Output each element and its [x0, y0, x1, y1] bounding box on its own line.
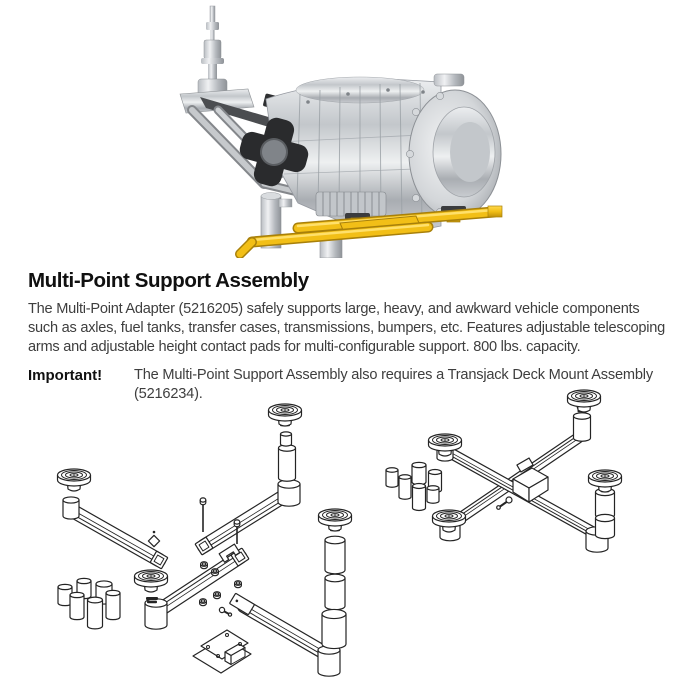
assembled-view-figure: [378, 386, 634, 574]
exploded-view-drawing: [18, 394, 370, 696]
contact-pad: [269, 404, 302, 426]
paragraph-line-3: arms and adjustable height contact pads for multi-configurable support. 800 lbs. capacity.: [28, 339, 581, 355]
assembled-support: [386, 390, 622, 552]
contact-pad: [135, 570, 168, 592]
exploded-assembly: [58, 404, 352, 676]
transmission-on-support-render: [148, 2, 548, 258]
shifter-assembly: [180, 6, 254, 113]
exploded-view-figure: [18, 394, 370, 696]
adapter-sleeves: [58, 578, 120, 629]
intro-paragraph: [28, 300, 696, 357]
note-line-1: The Multi-Point Support Assembly also requires a Transjack Deck Mount Assembly: [134, 367, 653, 383]
paragraph-line-2: such as axles, fuel tanks, transfer cases, transmissions, bumpers, etc. Features adjustable telescoping: [28, 320, 665, 336]
hero-figure: [148, 2, 548, 258]
deck-mount-base-plate: [193, 630, 251, 673]
paragraph-line-1: The Multi-Point Adapter (5216205) safely supports large, heavy, and awkward vehicle components: [28, 301, 640, 317]
contact-pad: [319, 509, 352, 531]
assembled-view-drawing: [378, 386, 634, 574]
contact-pad: [568, 390, 601, 412]
contact-pad: [589, 470, 622, 492]
extension-cylinders: [279, 445, 347, 649]
note-line-2: (5216234).: [134, 386, 203, 402]
telescoping-arms: [70, 492, 331, 658]
page-title: Multi-Point Support Assembly: [28, 269, 309, 292]
adapter-sleeves: [386, 462, 442, 510]
contact-pad: [58, 469, 91, 491]
important-label: Important!: [28, 367, 103, 384]
